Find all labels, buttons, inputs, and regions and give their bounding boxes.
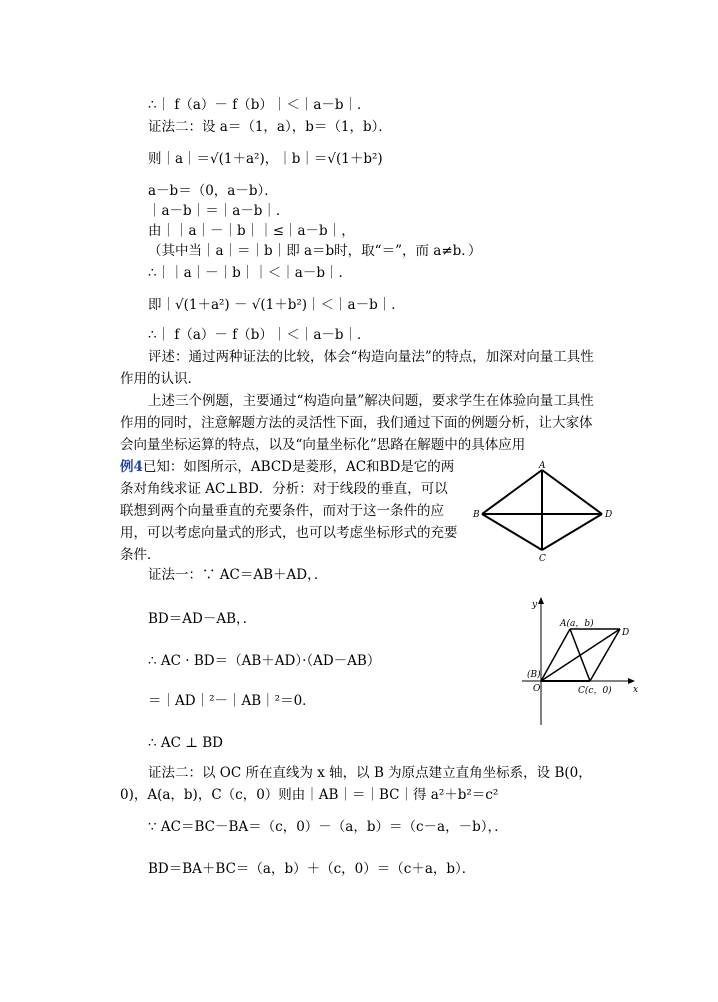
text-line: 由｜｜a｜－｜b｜｜≤｜a－b｜，	[148, 223, 355, 239]
proof1-line: 证法一：∵ AC＝AB＋AD，．	[148, 567, 328, 583]
rhombus-figure	[470, 460, 620, 570]
text-line: ∴｜｜a｜－｜b｜｜＜｜a－b｜．	[148, 265, 352, 281]
text-line: ｜a－b｜＝｜a－b｜．	[148, 203, 290, 219]
example-text: 已知：如图所示，ABCD是菱形，AC和BD是它的两条对角线求证 AC⊥BD．分析：对于线段的垂直，可以联想到两个向量垂直的充要条件，而对于这一条件的应用，可以考虑向量式的形式，也可以考虑坐标形式的充要条件．	[120, 459, 458, 563]
proof2-line: ∵ AC＝BC－BA＝（c，0）－（a，b）＝（c－a，－b），．	[148, 819, 508, 835]
proof1-line: ∴ AC · BD＝（AB＋AD）·（AD－AB）	[148, 653, 381, 669]
proof2-line: BD＝BA＋BC＝（a，b）＋（c，0）＝（c＋a，b）．	[148, 861, 476, 877]
label-a: A(a，b)	[560, 619, 594, 629]
coordinate-figure	[500, 595, 650, 730]
proof2-intro: 证法二：以 OC 所在直线为 x 轴，以 B 为原点建立直角坐标系，设 B(0，0)，A(a，b)，C（c，0）则由｜AB｜＝｜BC｜得 a²＋b²＝c²	[120, 765, 592, 803]
label-d: D	[605, 510, 613, 520]
label-b: B	[473, 510, 480, 520]
proof1-line: ∴ AC ⊥ BD	[148, 735, 223, 751]
text-line: 证法二：设 a＝（1，a），b＝（1，b）．	[148, 119, 392, 135]
side-cd	[590, 629, 620, 681]
proof1-line: BD＝AD－AB，．	[148, 611, 257, 627]
label-d: D	[622, 628, 630, 638]
side-dc	[542, 514, 602, 550]
side-ab	[482, 470, 542, 514]
text-line: （其中当｜a｜＝｜b｜即 a＝b时，取“＝”，而 a≠b．）	[148, 243, 482, 259]
label-y: y	[532, 600, 538, 610]
label-o: O	[533, 684, 541, 694]
text-line: 即｜√(1＋a²) － √(1＋b²)｜＜｜a－b｜．	[148, 297, 405, 313]
x-arrow	[628, 678, 635, 684]
label-c: C	[539, 554, 546, 564]
label-x: x	[633, 685, 639, 695]
text-line: ∴｜ f（a）－ f（b）｜＜｜a－b｜．	[148, 327, 371, 343]
label-b: (B)	[527, 670, 541, 680]
label-c: C(c，0)	[578, 686, 612, 696]
label-a: A	[539, 461, 546, 471]
text-line: a－b＝（0，a－b）．	[148, 183, 278, 199]
example-label: 例4	[120, 459, 143, 475]
side-ad	[542, 470, 602, 514]
proof1-line: ＝｜AD｜²－｜AB｜²＝0．	[148, 693, 316, 709]
side-bc	[482, 514, 542, 550]
diagonal-bd	[541, 629, 620, 681]
y-arrow	[538, 597, 544, 604]
intro-paragraph: 上述三个例题，主要通过“构造向量”解决问题，要求学生在体验向量工具性作用的同时，注意解题方法的灵活性下面，我们通过下面的例题分析，让大家体会向量坐标运算的特点，以及“向量坐标化”思路在解题中的具体应用	[120, 393, 594, 453]
side-ba	[541, 629, 570, 681]
example-4	[120, 456, 460, 566]
text-line: 则｜a｜＝√(1＋a²)，｜b｜＝√(1＋b²)	[148, 151, 383, 167]
commentary-paragraph: 评述：通过两种证法的比较，体会“构造向量法”的特点，加深对向量工具性作用的认识．	[120, 349, 594, 387]
text-line: ∴｜ f（a）－ f（b）｜＜｜a－b｜．	[148, 97, 371, 113]
